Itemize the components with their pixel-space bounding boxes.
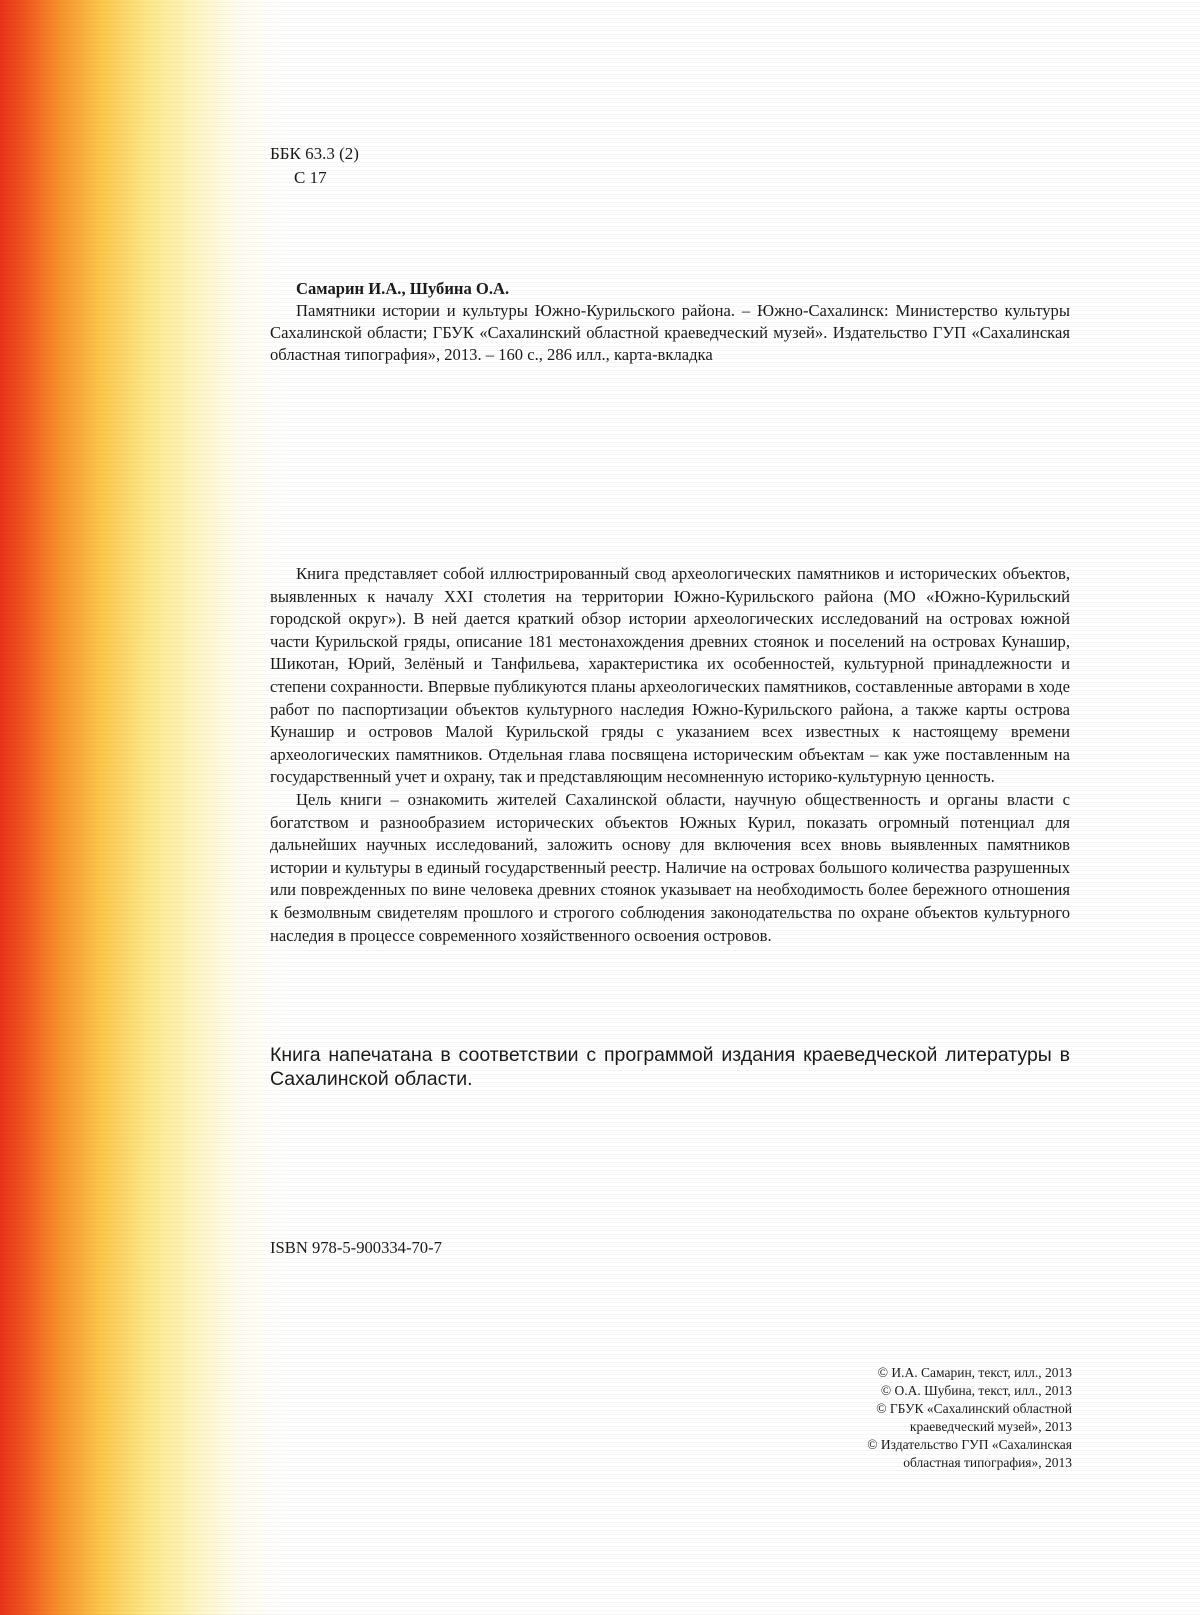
copyright-line: областная типография», 2013 <box>903 1455 1072 1470</box>
copyright-line: © И.А. Самарин, текст, илл., 2013 <box>877 1365 1072 1380</box>
isbn: ISBN 978-5-900334-70-7 <box>270 1238 442 1257</box>
authors-heading: Самарин И.А., Шубина О.А. <box>296 279 510 298</box>
copyright-line: краеведческий музей», 2013 <box>909 1419 1072 1434</box>
copyright-block <box>772 1364 1072 1472</box>
copyright-line: © О.А. Шубина, текст, илл., 2013 <box>880 1383 1072 1398</box>
program-note: Книга напечатана в соответствии с программой издания краеведческой литературы в Сахалинской области. <box>270 1044 1070 1090</box>
copyright-line: © Издательство ГУП «Сахалинская <box>867 1437 1072 1452</box>
abstract-paragraph: Книга представляет собой иллюстрированный свод археологических памятников и исторических объектов, выявленных к началу XXI столетия на территории Южно-Курильского района (МО «Южно-Курильский городской округ»). В ней дается краткий обзор истории археологических исследований на островах южной части Курильской гряды, описание 181 местонахождения древних стоянок и поселений на островах Кунашир, Шикотан, Юрий, Зелёный и Танфильева, характеристика их особенностей, культурной принадлежности и степени сохранности. Впервые публикуются планы археологических памятников, составленные авторами в ходе работ по паспортизации объектов культурного наследия Южно-Курильского района, а также карты острова Кунашир и островов Малой Курильской гряды с указанием всех известных к настоящему времени археологических памятников. Отдельная глава посвящена историческим объектам – как уже поставленным на государственный учет и охрану, так и представляющим несомненную историко-культурную ценность. <box>270 564 1070 787</box>
abstract-paragraph: Цель книги – ознакомить жителей Сахалинской области, научную общественность и органы власти с богатством и разнообразием исторических объектов Южных Курил, показать огромный потенциал для дальнейших научных исследований, заложить основу для включения всех вновь выявленных памятников истории и культуры в единый государственный реестр. Наличие на островах большого количества разрушенных или поврежденных по вине человека древних стоянок указывает на необходимость более бережного отношения к безмолвным свидетелям прошлого и строгого соблюдения законодательства по охране объектов культурного наследия в процессе современного хозяйственного освоения островов. <box>270 789 1070 945</box>
bibliographic-description: Памятники истории и культуры Южно-Курильского района. – Южно-Сахалинск: Министерство культуры Сахалинской области; ГБУК «Сахалинский областной краеведческий музей». Издательство ГУП «Сахалинская областная типография», 2013. – 160 с., 286 илл., карта-вкладка <box>270 301 1070 364</box>
author-cutter-mark: С 17 <box>294 168 327 187</box>
bibliographic-record <box>270 278 1070 366</box>
abstract <box>270 563 1070 947</box>
bbk-code: ББК 63.3 (2) <box>270 144 359 163</box>
bbk-classification <box>270 142 359 190</box>
copyright-line: © ГБУК «Сахалинский областной <box>876 1401 1072 1416</box>
